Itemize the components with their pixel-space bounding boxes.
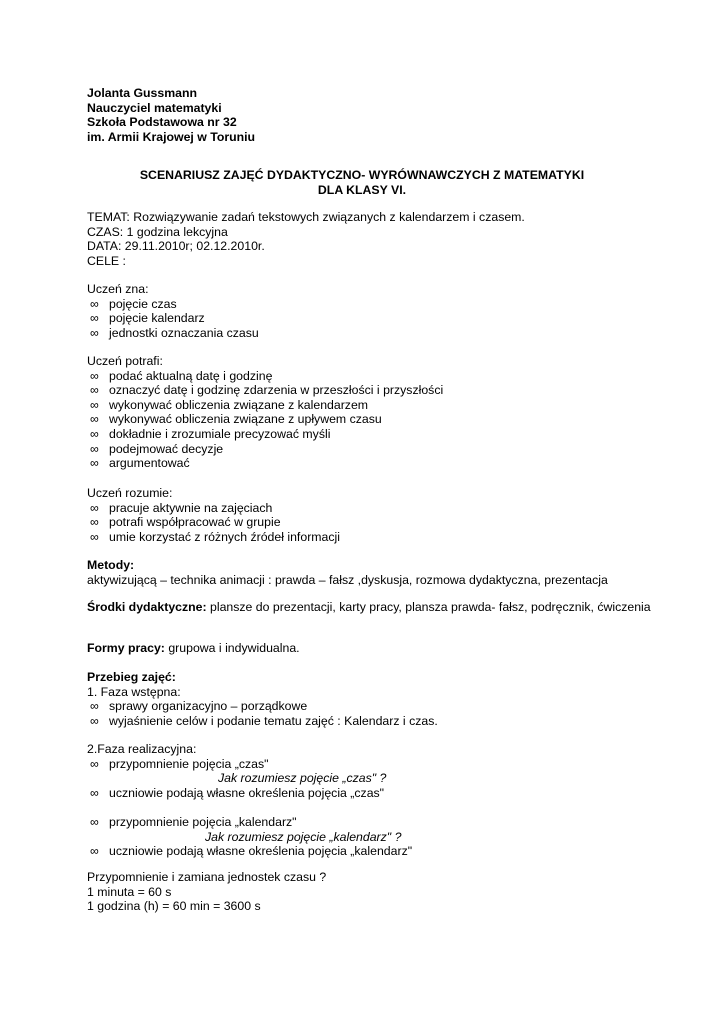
list-item: ∞ dokładnie i zrozumiale precyzować myśli [90, 426, 331, 441]
zna-heading: Uczeń zna: [87, 282, 149, 296]
list-item: ∞ wykonywać obliczenia związane z kalendarzem [90, 397, 369, 412]
infinity-bullet-icon: ∞ [90, 515, 99, 530]
srodki-text: plansze do prezentacji, karty pracy, plansza prawda- fałsz, podręcznik, ćwiczenia [206, 600, 651, 614]
rozumie-heading: Uczeń rozumie: [87, 486, 173, 500]
infinity-bullet-icon: ∞ [90, 844, 99, 859]
srodki-heading: Środki dydaktyczne: [87, 600, 207, 614]
author-school-2: im. Armii Krajowej w Toruniu [87, 129, 256, 144]
list-item: ∞ przypomnienie pojęcia „kalendarz" [90, 814, 297, 829]
list-item: ∞ podejmować decyzje [90, 441, 224, 456]
list-item: ∞ oznaczyć datę i godzinę zdarzenia w przeszłości i przyszłości [90, 383, 444, 398]
lesson-goals-label: CELE : [87, 253, 126, 268]
section-rozumie [87, 486, 684, 544]
formy-heading: Formy pracy: [87, 641, 165, 655]
section-faza2 [87, 742, 684, 859]
list-item: ∞ pojęcie czas [90, 296, 177, 311]
lesson-info [87, 210, 684, 268]
infinity-bullet-icon: ∞ [90, 456, 99, 471]
infinity-bullet-icon: ∞ [90, 699, 99, 714]
lesson-topic: TEMAT: Rozwiązywanie zadań tekstowych związanych z kalendarzem i czasem. [87, 210, 525, 224]
formy-text: grupowa i indywidualna. [164, 641, 300, 655]
question-kalendarz: Jak rozumiesz pojęcie „kalendarz" ? [205, 829, 402, 844]
infinity-bullet-icon: ∞ [90, 500, 99, 515]
section-formy [87, 641, 684, 656]
question-czas: Jak rozumiesz pojęcie „czas" ? [218, 771, 387, 786]
faza2-heading: 2.Faza realizacyjna: [87, 742, 197, 756]
infinity-bullet-icon: ∞ [90, 368, 99, 383]
infinity-bullet-icon: ∞ [90, 756, 99, 771]
list-item: ∞ jednostki oznaczania czasu [90, 325, 259, 340]
jednostki-line-2: 1 godzina (h) = 60 min = 3600 s [87, 899, 261, 914]
section-zna [87, 282, 684, 340]
author-school: Szkoła Podstawowa nr 32 [87, 115, 237, 130]
infinity-bullet-icon: ∞ [90, 441, 99, 456]
infinity-bullet-icon: ∞ [90, 412, 99, 427]
jednostki-line-1: 1 minuta = 60 s [87, 884, 172, 899]
author-name: Jolanta Gussmann [87, 86, 198, 100]
list-item: ∞ pracuje aktywnie na zajęciach [90, 500, 273, 515]
infinity-bullet-icon: ∞ [90, 785, 99, 800]
list-item: ∞ podać aktualną datę i godzinę [90, 368, 273, 383]
list-item: ∞ wyjaśnienie celów i podanie tematu zajęć : Kalendarz i czas. [90, 713, 438, 728]
list-item: ∞ potrafi współpracować w grupie [90, 515, 281, 530]
list-item: ∞ umie korzystać z różnych źródeł informacji [90, 529, 340, 544]
title-line-1: SCENARIUSZ ZAJĘĆ DYDAKTYCZNO- WYRÓWNAWCZYCH Z MATEMATYKI [139, 168, 585, 182]
infinity-bullet-icon: ∞ [90, 529, 99, 544]
metody-text: aktywizującą – technika animacji : prawda – fałsz ,dyskusja, rozmowa dydaktyczna, prezentacja [87, 572, 608, 587]
list-item: ∞ wykonywać obliczenia związane z upływem czasu [90, 412, 382, 427]
title-line-2: DLA KLASY VI. [317, 182, 407, 197]
faza1-heading: 1. Faza wstępna: [87, 684, 181, 699]
infinity-bullet-icon: ∞ [90, 397, 99, 412]
author-block [87, 86, 684, 144]
infinity-bullet-icon: ∞ [90, 325, 99, 340]
infinity-bullet-icon: ∞ [90, 426, 99, 441]
section-potrafi [87, 354, 684, 471]
list-item: ∞ argumentować [90, 456, 190, 471]
lesson-date: DATA: 29.11.2010r; 02.12.2010r. [87, 239, 265, 254]
jednostki-heading: Przypomnienie i zamiana jednostek czasu ? [87, 870, 327, 884]
list-item: ∞ uczniowie podają własne określenia pojęcia „czas" [90, 785, 385, 800]
section-jednostki [87, 870, 684, 914]
infinity-bullet-icon: ∞ [90, 713, 99, 728]
section-srodki [87, 600, 684, 615]
lesson-duration: CZAS: 1 godzina lekcyjna [87, 224, 228, 239]
section-metody [87, 558, 684, 587]
list-item: ∞ sprawy organizacyjno – porządkowe [90, 699, 308, 714]
list-item: ∞ pojęcie kalendarz [90, 311, 205, 326]
potrafi-heading: Uczeń potrafi: [87, 354, 163, 368]
section-przebieg [87, 670, 684, 728]
list-item: ∞ przypomnienie pojęcia „czas" [90, 756, 269, 771]
przebieg-heading: Przebieg zajęć: [87, 670, 176, 684]
infinity-bullet-icon: ∞ [90, 296, 99, 311]
infinity-bullet-icon: ∞ [90, 383, 99, 398]
infinity-bullet-icon: ∞ [90, 311, 99, 326]
document-title [87, 168, 637, 197]
infinity-bullet-icon: ∞ [90, 814, 99, 829]
list-item: ∞ uczniowie podają własne określenia pojęcia „kalendarz" [90, 844, 413, 859]
author-role: Nauczyciel matematyki [87, 100, 222, 115]
metody-heading: Metody: [87, 558, 135, 572]
